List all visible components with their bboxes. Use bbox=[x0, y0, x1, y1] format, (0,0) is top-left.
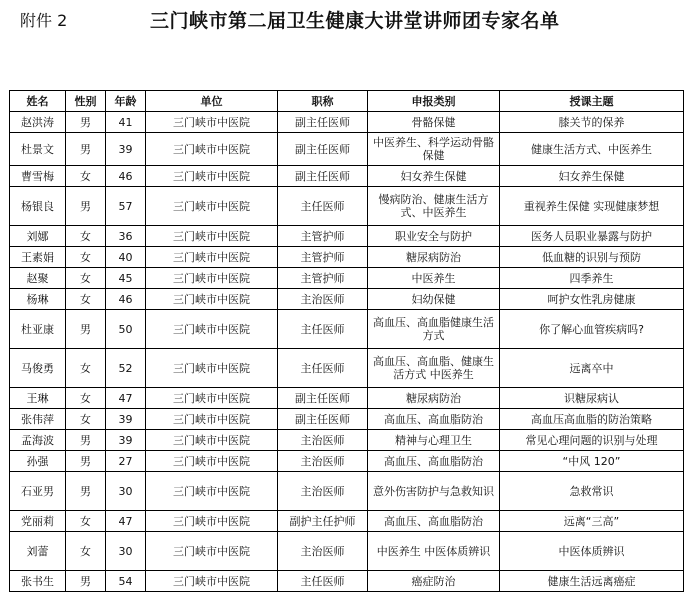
table-row bbox=[10, 226, 684, 247]
col-header-title: 职称 bbox=[278, 91, 368, 112]
cell-gender: 男 bbox=[66, 451, 106, 472]
cell-title: 主治医师 bbox=[278, 289, 368, 310]
cell-topic: 健康生活远离癌症 bbox=[500, 571, 684, 592]
cell-topic: 健康生活方式、中医养生 bbox=[500, 133, 684, 166]
cell-title: 主治医师 bbox=[278, 451, 368, 472]
cell-name: 曹雪梅 bbox=[10, 166, 66, 187]
cell-age: 30 bbox=[106, 472, 146, 511]
col-header-category: 申报类别 bbox=[368, 91, 500, 112]
cell-category: 中医养生 bbox=[368, 268, 500, 289]
cell-name: 赵洪涛 bbox=[10, 112, 66, 133]
table-row bbox=[10, 133, 684, 166]
cell-gender: 女 bbox=[66, 268, 106, 289]
cell-gender: 女 bbox=[66, 226, 106, 247]
cell-category: 精神与心理卫生 bbox=[368, 430, 500, 451]
table-row bbox=[10, 511, 684, 532]
cell-gender: 女 bbox=[66, 511, 106, 532]
cell-category: 高血压、高血脂、健康生活方式 中医养生 bbox=[368, 349, 500, 388]
cell-age: 54 bbox=[106, 571, 146, 592]
cell-gender: 男 bbox=[66, 472, 106, 511]
cell-age: 39 bbox=[106, 133, 146, 166]
cell-category: 职业安全与防护 bbox=[368, 226, 500, 247]
cell-name: 张书生 bbox=[10, 571, 66, 592]
cell-name: 马俊勇 bbox=[10, 349, 66, 388]
cell-title: 主任医师 bbox=[278, 310, 368, 349]
cell-unit: 三门峡市中医院 bbox=[146, 451, 278, 472]
cell-gender: 女 bbox=[66, 388, 106, 409]
cell-title: 主治医师 bbox=[278, 532, 368, 571]
cell-unit: 三门峡市中医院 bbox=[146, 247, 278, 268]
cell-title: 副主任医师 bbox=[278, 166, 368, 187]
cell-title: 主任医师 bbox=[278, 349, 368, 388]
table-row bbox=[10, 112, 684, 133]
cell-category: 慢病防治、健康生活方式、中医养生 bbox=[368, 187, 500, 226]
table-row bbox=[10, 349, 684, 388]
table-row bbox=[10, 532, 684, 571]
cell-age: 46 bbox=[106, 166, 146, 187]
cell-gender: 女 bbox=[66, 409, 106, 430]
table-row bbox=[10, 187, 684, 226]
cell-name: 党丽莉 bbox=[10, 511, 66, 532]
cell-category: 糖尿病防治 bbox=[368, 247, 500, 268]
table-body bbox=[10, 112, 684, 592]
cell-unit: 三门峡市中医院 bbox=[146, 289, 278, 310]
cell-name: 杜景文 bbox=[10, 133, 66, 166]
table-row bbox=[10, 166, 684, 187]
col-header-age: 年龄 bbox=[106, 91, 146, 112]
cell-topic: 中医体质辨识 bbox=[500, 532, 684, 571]
cell-age: 46 bbox=[106, 289, 146, 310]
cell-age: 57 bbox=[106, 187, 146, 226]
table-row bbox=[10, 571, 684, 592]
cell-topic: 重视养生保健 实现健康梦想 bbox=[500, 187, 684, 226]
cell-age: 30 bbox=[106, 532, 146, 571]
cell-age: 39 bbox=[106, 409, 146, 430]
cell-title: 副主任医师 bbox=[278, 388, 368, 409]
cell-title: 副主任医师 bbox=[278, 409, 368, 430]
cell-age: 36 bbox=[106, 226, 146, 247]
cell-unit: 三门峡市中医院 bbox=[146, 133, 278, 166]
cell-category: 高血压、高血脂防治 bbox=[368, 511, 500, 532]
cell-gender: 男 bbox=[66, 112, 106, 133]
col-header-name: 姓名 bbox=[10, 91, 66, 112]
cell-title: 副护主任护师 bbox=[278, 511, 368, 532]
table-row bbox=[10, 409, 684, 430]
cell-unit: 三门峡市中医院 bbox=[146, 388, 278, 409]
cell-topic: 远离“三高” bbox=[500, 511, 684, 532]
cell-age: 50 bbox=[106, 310, 146, 349]
table-row bbox=[10, 430, 684, 451]
table-header-row bbox=[10, 91, 684, 112]
cell-title: 主任医师 bbox=[278, 187, 368, 226]
cell-unit: 三门峡市中医院 bbox=[146, 532, 278, 571]
cell-name: 石亚男 bbox=[10, 472, 66, 511]
cell-unit: 三门峡市中医院 bbox=[146, 226, 278, 247]
cell-gender: 男 bbox=[66, 310, 106, 349]
table-row bbox=[10, 310, 684, 349]
cell-topic: 妇女养生保健 bbox=[500, 166, 684, 187]
cell-topic: 四季养生 bbox=[500, 268, 684, 289]
cell-topic: 急救常识 bbox=[500, 472, 684, 511]
cell-unit: 三门峡市中医院 bbox=[146, 472, 278, 511]
table-row bbox=[10, 451, 684, 472]
cell-gender: 男 bbox=[66, 187, 106, 226]
cell-title: 主管护师 bbox=[278, 247, 368, 268]
cell-unit: 三门峡市中医院 bbox=[146, 409, 278, 430]
cell-topic: 你了解心血管疾病吗? bbox=[500, 310, 684, 349]
cell-gender: 女 bbox=[66, 532, 106, 571]
cell-name: 杨琳 bbox=[10, 289, 66, 310]
cell-age: 27 bbox=[106, 451, 146, 472]
cell-category: 高血压、高血脂防治 bbox=[368, 409, 500, 430]
cell-name: 刘蕾 bbox=[10, 532, 66, 571]
cell-title: 主治医师 bbox=[278, 472, 368, 511]
cell-topic: “中风 120” bbox=[500, 451, 684, 472]
cell-topic: 常见心理问题的识别与处理 bbox=[500, 430, 684, 451]
cell-category: 中医养生、科学运动骨骼保健 bbox=[368, 133, 500, 166]
cell-unit: 三门峡市中医院 bbox=[146, 349, 278, 388]
cell-topic: 远离卒中 bbox=[500, 349, 684, 388]
cell-unit: 三门峡市中医院 bbox=[146, 310, 278, 349]
cell-unit: 三门峡市中医院 bbox=[146, 511, 278, 532]
col-header-topic: 授课主题 bbox=[500, 91, 684, 112]
cell-category: 癌症防治 bbox=[368, 571, 500, 592]
cell-topic: 识糖尿病认 bbox=[500, 388, 684, 409]
cell-category: 高血压、高血脂防治 bbox=[368, 451, 500, 472]
cell-category: 意外伤害防护与急救知识 bbox=[368, 472, 500, 511]
cell-name: 刘娜 bbox=[10, 226, 66, 247]
cell-gender: 男 bbox=[66, 430, 106, 451]
table-row bbox=[10, 388, 684, 409]
cell-category: 高血压、高血脂健康生活方式 bbox=[368, 310, 500, 349]
cell-topic: 膝关节的保养 bbox=[500, 112, 684, 133]
cell-title: 主任医师 bbox=[278, 571, 368, 592]
cell-gender: 女 bbox=[66, 289, 106, 310]
cell-age: 41 bbox=[106, 112, 146, 133]
col-header-unit: 单位 bbox=[146, 91, 278, 112]
table-row bbox=[10, 247, 684, 268]
table-row bbox=[10, 289, 684, 310]
cell-category: 糖尿病防治 bbox=[368, 388, 500, 409]
cell-title: 主治医师 bbox=[278, 430, 368, 451]
cell-name: 王素娟 bbox=[10, 247, 66, 268]
cell-name: 杨银良 bbox=[10, 187, 66, 226]
cell-name: 孙强 bbox=[10, 451, 66, 472]
cell-title: 主管护师 bbox=[278, 268, 368, 289]
cell-age: 52 bbox=[106, 349, 146, 388]
cell-name: 孟海波 bbox=[10, 430, 66, 451]
cell-category: 骨骼保健 bbox=[368, 112, 500, 133]
cell-unit: 三门峡市中医院 bbox=[146, 112, 278, 133]
cell-gender: 男 bbox=[66, 133, 106, 166]
cell-age: 39 bbox=[106, 430, 146, 451]
cell-topic: 高血压高血脂的防治策略 bbox=[500, 409, 684, 430]
document-title: 三门峡市第二届卫生健康大讲堂讲师团专家名单 bbox=[150, 10, 560, 32]
table-row bbox=[10, 472, 684, 511]
cell-category: 中医养生 中医体质辨识 bbox=[368, 532, 500, 571]
cell-age: 47 bbox=[106, 388, 146, 409]
cell-title: 主管护师 bbox=[278, 226, 368, 247]
cell-topic: 呵护女性乳房健康 bbox=[500, 289, 684, 310]
cell-gender: 女 bbox=[66, 349, 106, 388]
cell-gender: 女 bbox=[66, 247, 106, 268]
cell-title: 副主任医师 bbox=[278, 133, 368, 166]
cell-category: 妇幼保健 bbox=[368, 289, 500, 310]
cell-unit: 三门峡市中医院 bbox=[146, 430, 278, 451]
cell-unit: 三门峡市中医院 bbox=[146, 166, 278, 187]
cell-unit: 三门峡市中医院 bbox=[146, 187, 278, 226]
cell-age: 45 bbox=[106, 268, 146, 289]
cell-name: 王琳 bbox=[10, 388, 66, 409]
cell-unit: 三门峡市中医院 bbox=[146, 268, 278, 289]
attachment-label: 附件 2 bbox=[20, 11, 68, 30]
cell-name: 杜亚康 bbox=[10, 310, 66, 349]
cell-gender: 男 bbox=[66, 571, 106, 592]
cell-title: 副主任医师 bbox=[278, 112, 368, 133]
cell-gender: 女 bbox=[66, 166, 106, 187]
cell-age: 40 bbox=[106, 247, 146, 268]
cell-name: 张伟萍 bbox=[10, 409, 66, 430]
expert-table bbox=[9, 90, 684, 592]
table-row bbox=[10, 268, 684, 289]
cell-age: 47 bbox=[106, 511, 146, 532]
col-header-gender: 性别 bbox=[66, 91, 106, 112]
cell-name: 赵聚 bbox=[10, 268, 66, 289]
cell-unit: 三门峡市中医院 bbox=[146, 571, 278, 592]
cell-topic: 医务人员职业暴露与防护 bbox=[500, 226, 684, 247]
cell-topic: 低血糖的识别与预防 bbox=[500, 247, 684, 268]
cell-category: 妇女养生保健 bbox=[368, 166, 500, 187]
